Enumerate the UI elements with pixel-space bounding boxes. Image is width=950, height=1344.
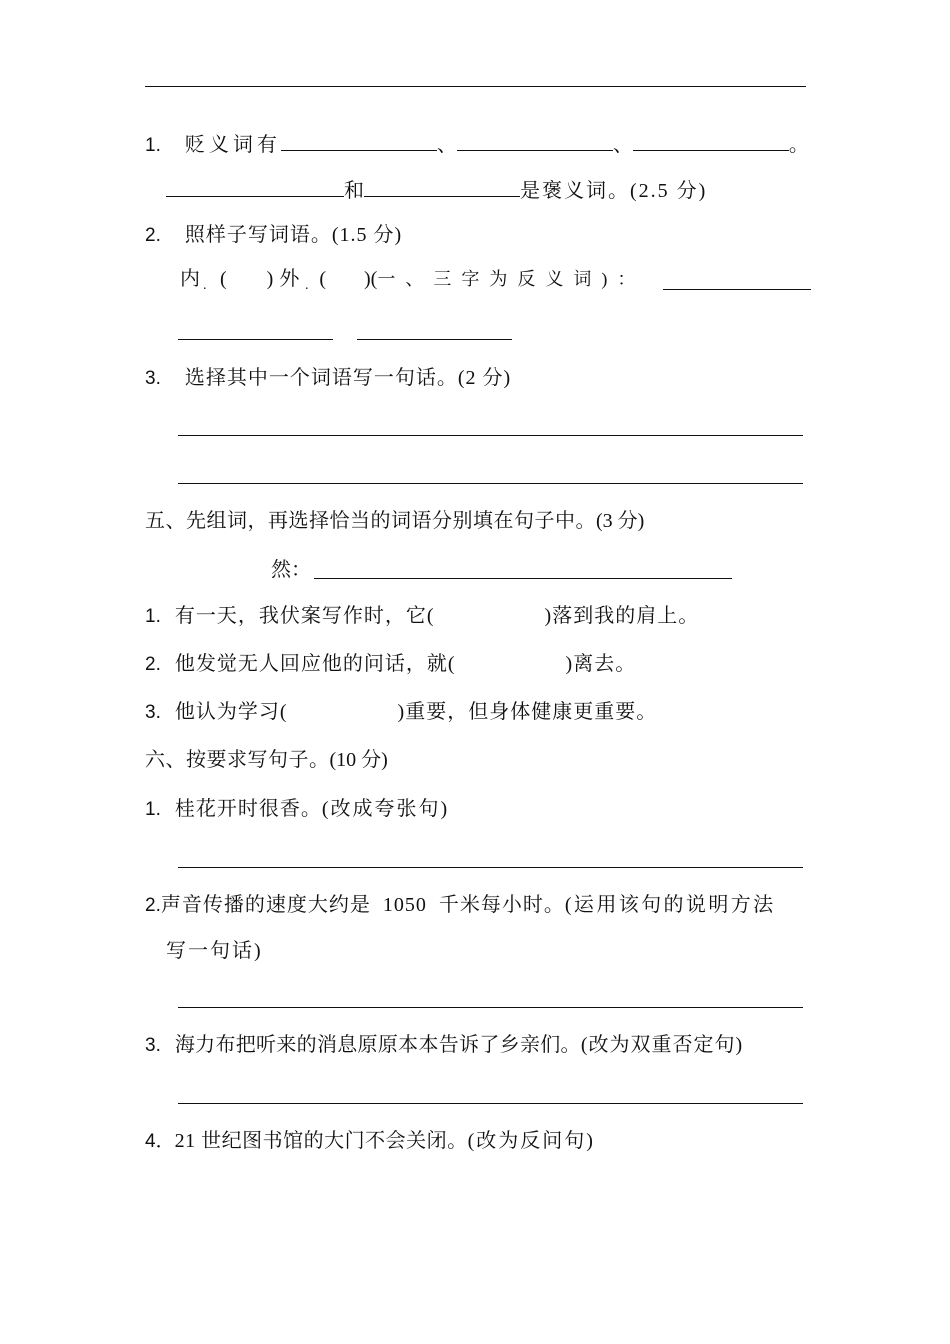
item-text: )落到我的肩上。: [544, 605, 700, 627]
item-text: 贬义词有: [184, 134, 281, 156]
item-text: )离去。: [565, 653, 637, 675]
q4-item3: [145, 368, 511, 388]
blank-1[interactable]: [281, 130, 437, 151]
answer-line[interactable]: [357, 339, 512, 340]
answer-line[interactable]: [314, 578, 732, 579]
item-number: 2.: [145, 895, 161, 916]
section-6-heading: [145, 750, 388, 770]
answer-line[interactable]: [178, 1007, 803, 1008]
q4-item1-line1: [145, 130, 809, 155]
paren: (: [220, 268, 227, 290]
period: 。: [788, 134, 809, 156]
ran-label: 然：: [271, 559, 311, 581]
answer-line[interactable]: [178, 435, 803, 436]
paren: (: [319, 268, 327, 290]
item-number: 3.: [145, 1035, 161, 1056]
item-number: 2.: [145, 225, 161, 246]
q6-item-2-cont: [166, 941, 263, 961]
item-text: 他发觉无人回应他的问话，就(: [174, 653, 456, 675]
section-score: (10 分): [329, 749, 388, 771]
q5-item-1: [145, 606, 699, 626]
q6-item-1: [145, 799, 449, 819]
q5-item-3: [145, 702, 657, 722]
section-title: 五、先组词，再选择恰当的词语分别填在句子中。: [145, 510, 596, 532]
item-text: 选择其中一个词语写一句话。(2 分): [184, 367, 512, 389]
item-text: 照样子写词语。(1.5 分): [184, 224, 403, 246]
answer-line[interactable]: [178, 1103, 803, 1104]
blank-4[interactable]: [166, 176, 344, 197]
item-text: 有一天，我伏案写作时，它(: [174, 605, 435, 627]
item-number: 4．: [145, 1131, 175, 1152]
top-answer-line[interactable]: [145, 86, 806, 87]
item-text: 海力布把听来的消息原原本本告诉了乡亲们。: [174, 1034, 581, 1056]
separator: 、: [436, 134, 457, 156]
section-5-heading: [145, 511, 644, 531]
item-number: 3.: [145, 368, 161, 389]
blank-2[interactable]: [457, 130, 613, 151]
blank-3[interactable]: [633, 130, 789, 151]
requirement: (运用该句的说明方法: [564, 894, 776, 916]
answer-line[interactable]: [178, 339, 333, 340]
section-title: 六、按要求写句子。: [145, 749, 330, 771]
item-number: 1.: [145, 606, 161, 627]
item-number: 1.: [145, 135, 161, 156]
item-text: 他认为学习(: [174, 701, 288, 723]
q6-item-4: [145, 1131, 595, 1151]
requirement: 写一句话): [166, 940, 263, 962]
char-nei: 内: [180, 268, 200, 290]
item-text: 声音传播的速度大约是 1050 千米每小时。: [160, 894, 565, 916]
paren: )(: [364, 268, 378, 290]
q5-item-2: [145, 654, 636, 674]
q6-item-2: [145, 895, 776, 915]
item-text: 桂花开时很香。: [174, 798, 322, 820]
item-text: )重要，但身体健康更重要。: [397, 701, 658, 723]
blank-5[interactable]: [364, 176, 520, 197]
requirement: (改为双重否定句): [580, 1034, 744, 1056]
hint-text: 一、三字为反义词)：: [377, 269, 646, 289]
item-number: 2.: [145, 654, 161, 675]
answer-line[interactable]: [663, 289, 811, 290]
requirement: (改为反问句): [467, 1130, 595, 1152]
item-text: 是褒义词。(2.5 分): [520, 180, 708, 202]
q6-item-3: [145, 1035, 743, 1055]
q5-ran-row: [271, 560, 311, 580]
q4-item1-line2: [166, 176, 707, 201]
section-score: (3 分): [596, 510, 645, 532]
separator: 、: [612, 134, 633, 156]
item-text: 21 世纪图书馆的大门不会关闭。: [174, 1130, 468, 1152]
q4-item2-example: [180, 269, 645, 289]
connector: 和: [344, 180, 364, 202]
answer-line[interactable]: [178, 483, 803, 484]
item-number: 3.: [145, 702, 161, 723]
emphasis-dot: .: [305, 278, 309, 293]
requirement: (改成夸张句): [321, 798, 450, 820]
q4-item2: [145, 225, 402, 245]
item-number: 1.: [145, 799, 161, 820]
emphasis-dot: .: [203, 278, 207, 293]
paren: ): [266, 268, 274, 290]
answer-line[interactable]: [178, 867, 803, 868]
char-wai: 外: [279, 268, 300, 290]
